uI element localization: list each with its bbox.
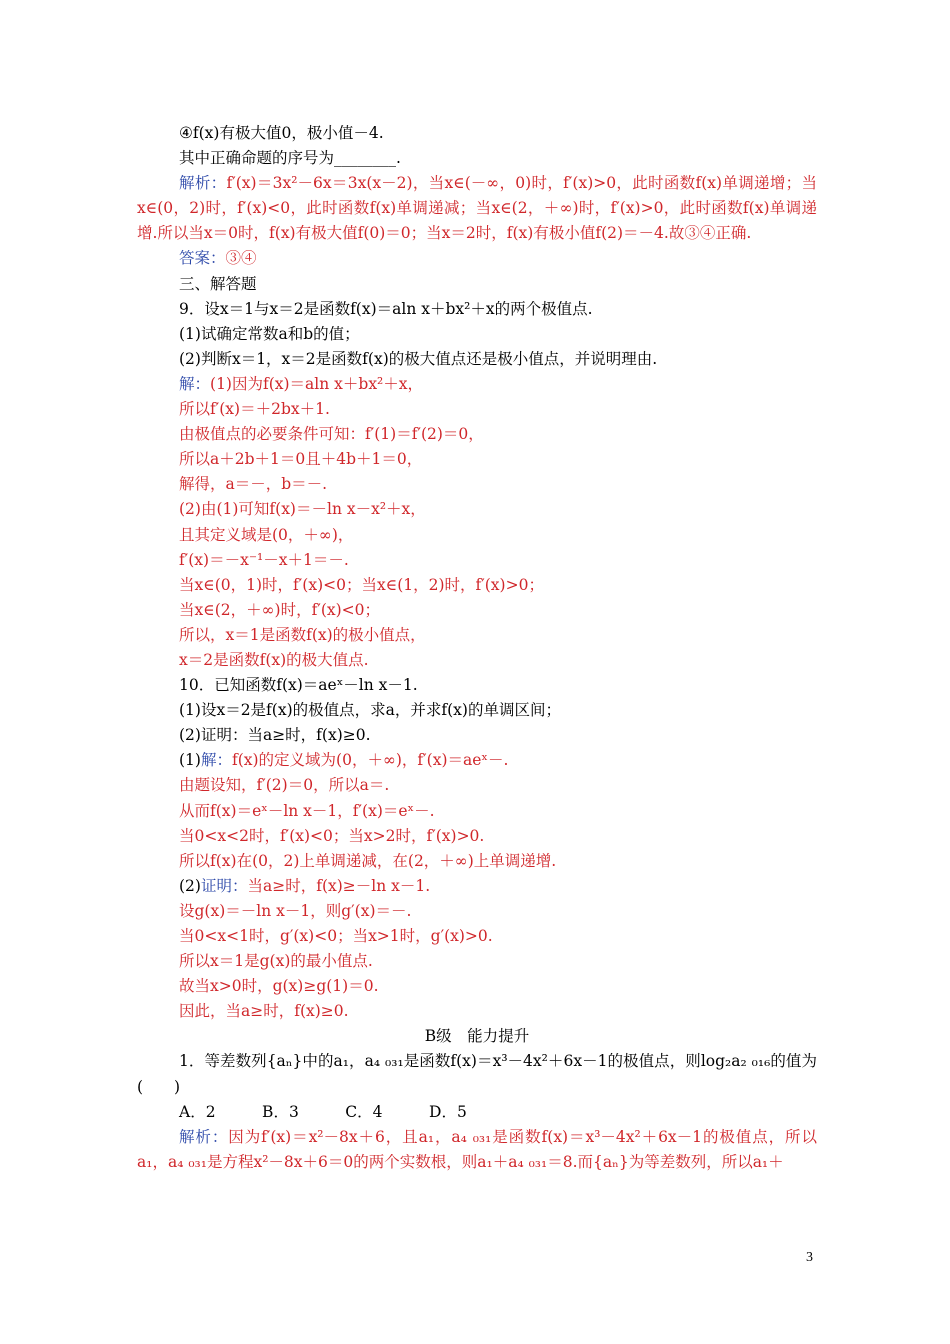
text-segment: 所以a＋2b＋1＝0且＋4b＋1＝0， xyxy=(179,450,423,469)
text-line xyxy=(137,773,817,798)
text-segment: 解： xyxy=(200,751,232,770)
text-segment: 所以，x＝1是函数f(x)的极小值点， xyxy=(179,625,426,644)
text-line xyxy=(137,472,817,497)
text-segment: 当0<x<2时，f′(x)<0；当x>2时，f′(x)>0. xyxy=(179,826,485,845)
text-line xyxy=(137,849,817,874)
text-segment: x＝2是函数f(x)的极大值点. xyxy=(179,650,369,669)
text-segment: 当x∈(0，1)时，f′(x)<0；当x∈(1，2)时，f′(x)>0； xyxy=(179,575,544,594)
text-line xyxy=(137,246,817,271)
text-segment: 解析： xyxy=(179,174,227,193)
text-line xyxy=(137,447,817,472)
text-segment: 从而f(x)＝eˣ－ln x－1，f′(x)＝eˣ－. xyxy=(179,801,435,820)
text-line xyxy=(137,799,817,824)
text-line xyxy=(137,497,817,522)
text-segment: 因为f′(x)＝x²－8x＋6，且a₁，a₄ ₀₃₁是函数f(x)＝x³－4x²＋6x－1的极值点，所以a₁，a₄ ₀₃₁是方程x²－8x＋6＝0的两个实数根，则a₁＋a₄ ₀₃₁＝8.而{aₙ}为等差数列，所以a₁＋ xyxy=(137,1127,817,1171)
text-segment: 所以f′(x)＝＋2bx＋1. xyxy=(179,400,330,419)
text-line xyxy=(137,598,817,623)
page-number: 3 xyxy=(806,1250,813,1265)
text-line xyxy=(137,297,817,322)
text-line xyxy=(137,874,817,899)
text-segment: (2) xyxy=(179,876,201,895)
text-segment: 1．等差数列{aₙ}中的a₁，a₄ ₀₃₁是函数f(x)＝x³－4x²＋6x－1的极值点，则log₂a₂ ₀₁₆的值为( ) xyxy=(137,1052,817,1096)
text-segment: (2)证明：当a≥时，f(x)≥0. xyxy=(179,726,371,745)
text-segment: (2)由(1)可知f(x)＝－ln x－x²＋x， xyxy=(179,500,426,519)
text-segment: f′(x)＝3x²－6x＝3x(x－2)，当x∈(－∞，0)时，f′(x)>0，此时函数f(x)单调递增；当x∈(0，2)时，f′(x)<0，此时函数f(x)单调递减；当x∈(2，＋∞)时，f′(x)>0，此时函数f(x)单调递增.所以当x＝0时，f(x)有极大值f(0)＝0；当x＝2时，f(x)有极小值f(2)＝－4.故③④正确. xyxy=(137,174,817,243)
text-segment: (1)试确定常数a和b的值； xyxy=(179,324,360,343)
text-line xyxy=(137,999,817,1024)
text-segment: f′(x)＝－x⁻¹－x＋1＝－. xyxy=(179,550,349,569)
text-segment: 故当x>0时，g(x)≥g(1)＝0. xyxy=(179,977,379,996)
text-segment: 由极值点的必要条件可知：f′(1)＝f′(2)＝0， xyxy=(179,425,484,444)
text-segment: 解： xyxy=(179,374,211,393)
text-line xyxy=(137,1125,817,1175)
text-line xyxy=(137,347,817,372)
text-segment: ④f(x)有极大值0，极小值－4. xyxy=(179,124,384,142)
text-line xyxy=(137,899,817,924)
text-line xyxy=(137,924,817,949)
text-line xyxy=(137,648,817,673)
text-segment: 解得，a＝－，b＝－. xyxy=(179,475,328,494)
text-segment: (1) xyxy=(179,751,201,770)
text-line xyxy=(137,272,817,297)
text-segment: 答案： xyxy=(179,249,226,268)
text-segment: 9．设x＝1与x＝2是函数f(x)＝aln x＋bx²＋x的两个极值点. xyxy=(179,299,593,318)
text-segment: A．2 B．3 C．4 D．5 xyxy=(179,1102,467,1121)
text-segment: 三、解答题 xyxy=(179,274,257,293)
text-line xyxy=(137,824,817,849)
text-line xyxy=(137,121,817,146)
text-line xyxy=(137,1024,817,1049)
text-line xyxy=(137,673,817,698)
text-segment: 因此，当a≥时，f(x)≥0. xyxy=(179,1002,349,1021)
text-segment: 解析： xyxy=(179,1127,229,1146)
text-segment: 当x∈(2，＋∞)时，f′(x)<0； xyxy=(179,600,381,619)
text-segment: 且其定义域是(0，＋∞)， xyxy=(179,525,354,544)
text-line xyxy=(137,573,817,598)
text-line xyxy=(137,1049,817,1099)
text-segment: 由题设知，f′(2)＝0，所以a＝. xyxy=(179,776,390,795)
text-segment: (2)判断x＝1，x＝2是函数f(x)的极大值点还是极小值点，并说明理由. xyxy=(179,349,658,368)
document-body xyxy=(137,121,817,1175)
text-line xyxy=(137,397,817,422)
text-segment: ③④ xyxy=(225,249,257,268)
text-segment: (1)因为f(x)＝aln x＋bx²＋x， xyxy=(210,374,424,393)
text-line xyxy=(137,372,817,397)
text-line xyxy=(137,548,817,573)
text-segment: 当a≥时，f(x)≥－ln x－1. xyxy=(247,876,431,895)
text-line xyxy=(137,422,817,447)
text-segment: 所以f(x)在(0，2)上单调递减，在(2，＋∞)上单调递增. xyxy=(179,851,557,870)
text-line xyxy=(137,146,817,171)
text-line xyxy=(137,723,817,748)
text-line xyxy=(137,949,817,974)
text-line xyxy=(137,698,817,723)
text-segment: 设g(x)＝－ln x－1，则g′(x)＝－. xyxy=(179,901,412,920)
text-line xyxy=(137,974,817,999)
text-segment: 其中正确命题的序号为________. xyxy=(179,149,401,168)
text-segment: 证明： xyxy=(200,876,248,895)
text-line xyxy=(137,523,817,548)
text-line xyxy=(137,748,817,773)
text-segment: 所以x＝1是g(x)的最小值点. xyxy=(179,952,373,971)
text-segment: 10．已知函数f(x)＝aeˣ－ln x－1. xyxy=(179,676,418,695)
text-segment: 当0<x<1时，g′(x)<0；当x>1时，g′(x)>0. xyxy=(179,927,493,945)
text-line xyxy=(137,171,817,246)
text-segment: B级 能力提升 xyxy=(424,1027,530,1046)
text-line xyxy=(137,623,817,648)
text-segment: f(x)的定义域为(0，＋∞)，f′(x)＝aeˣ－. xyxy=(231,751,509,770)
text-line xyxy=(137,1100,817,1125)
text-segment: (1)设x＝2是f(x)的极值点，求a，并求f(x)的单调区间； xyxy=(179,701,561,720)
text-line xyxy=(137,322,817,347)
